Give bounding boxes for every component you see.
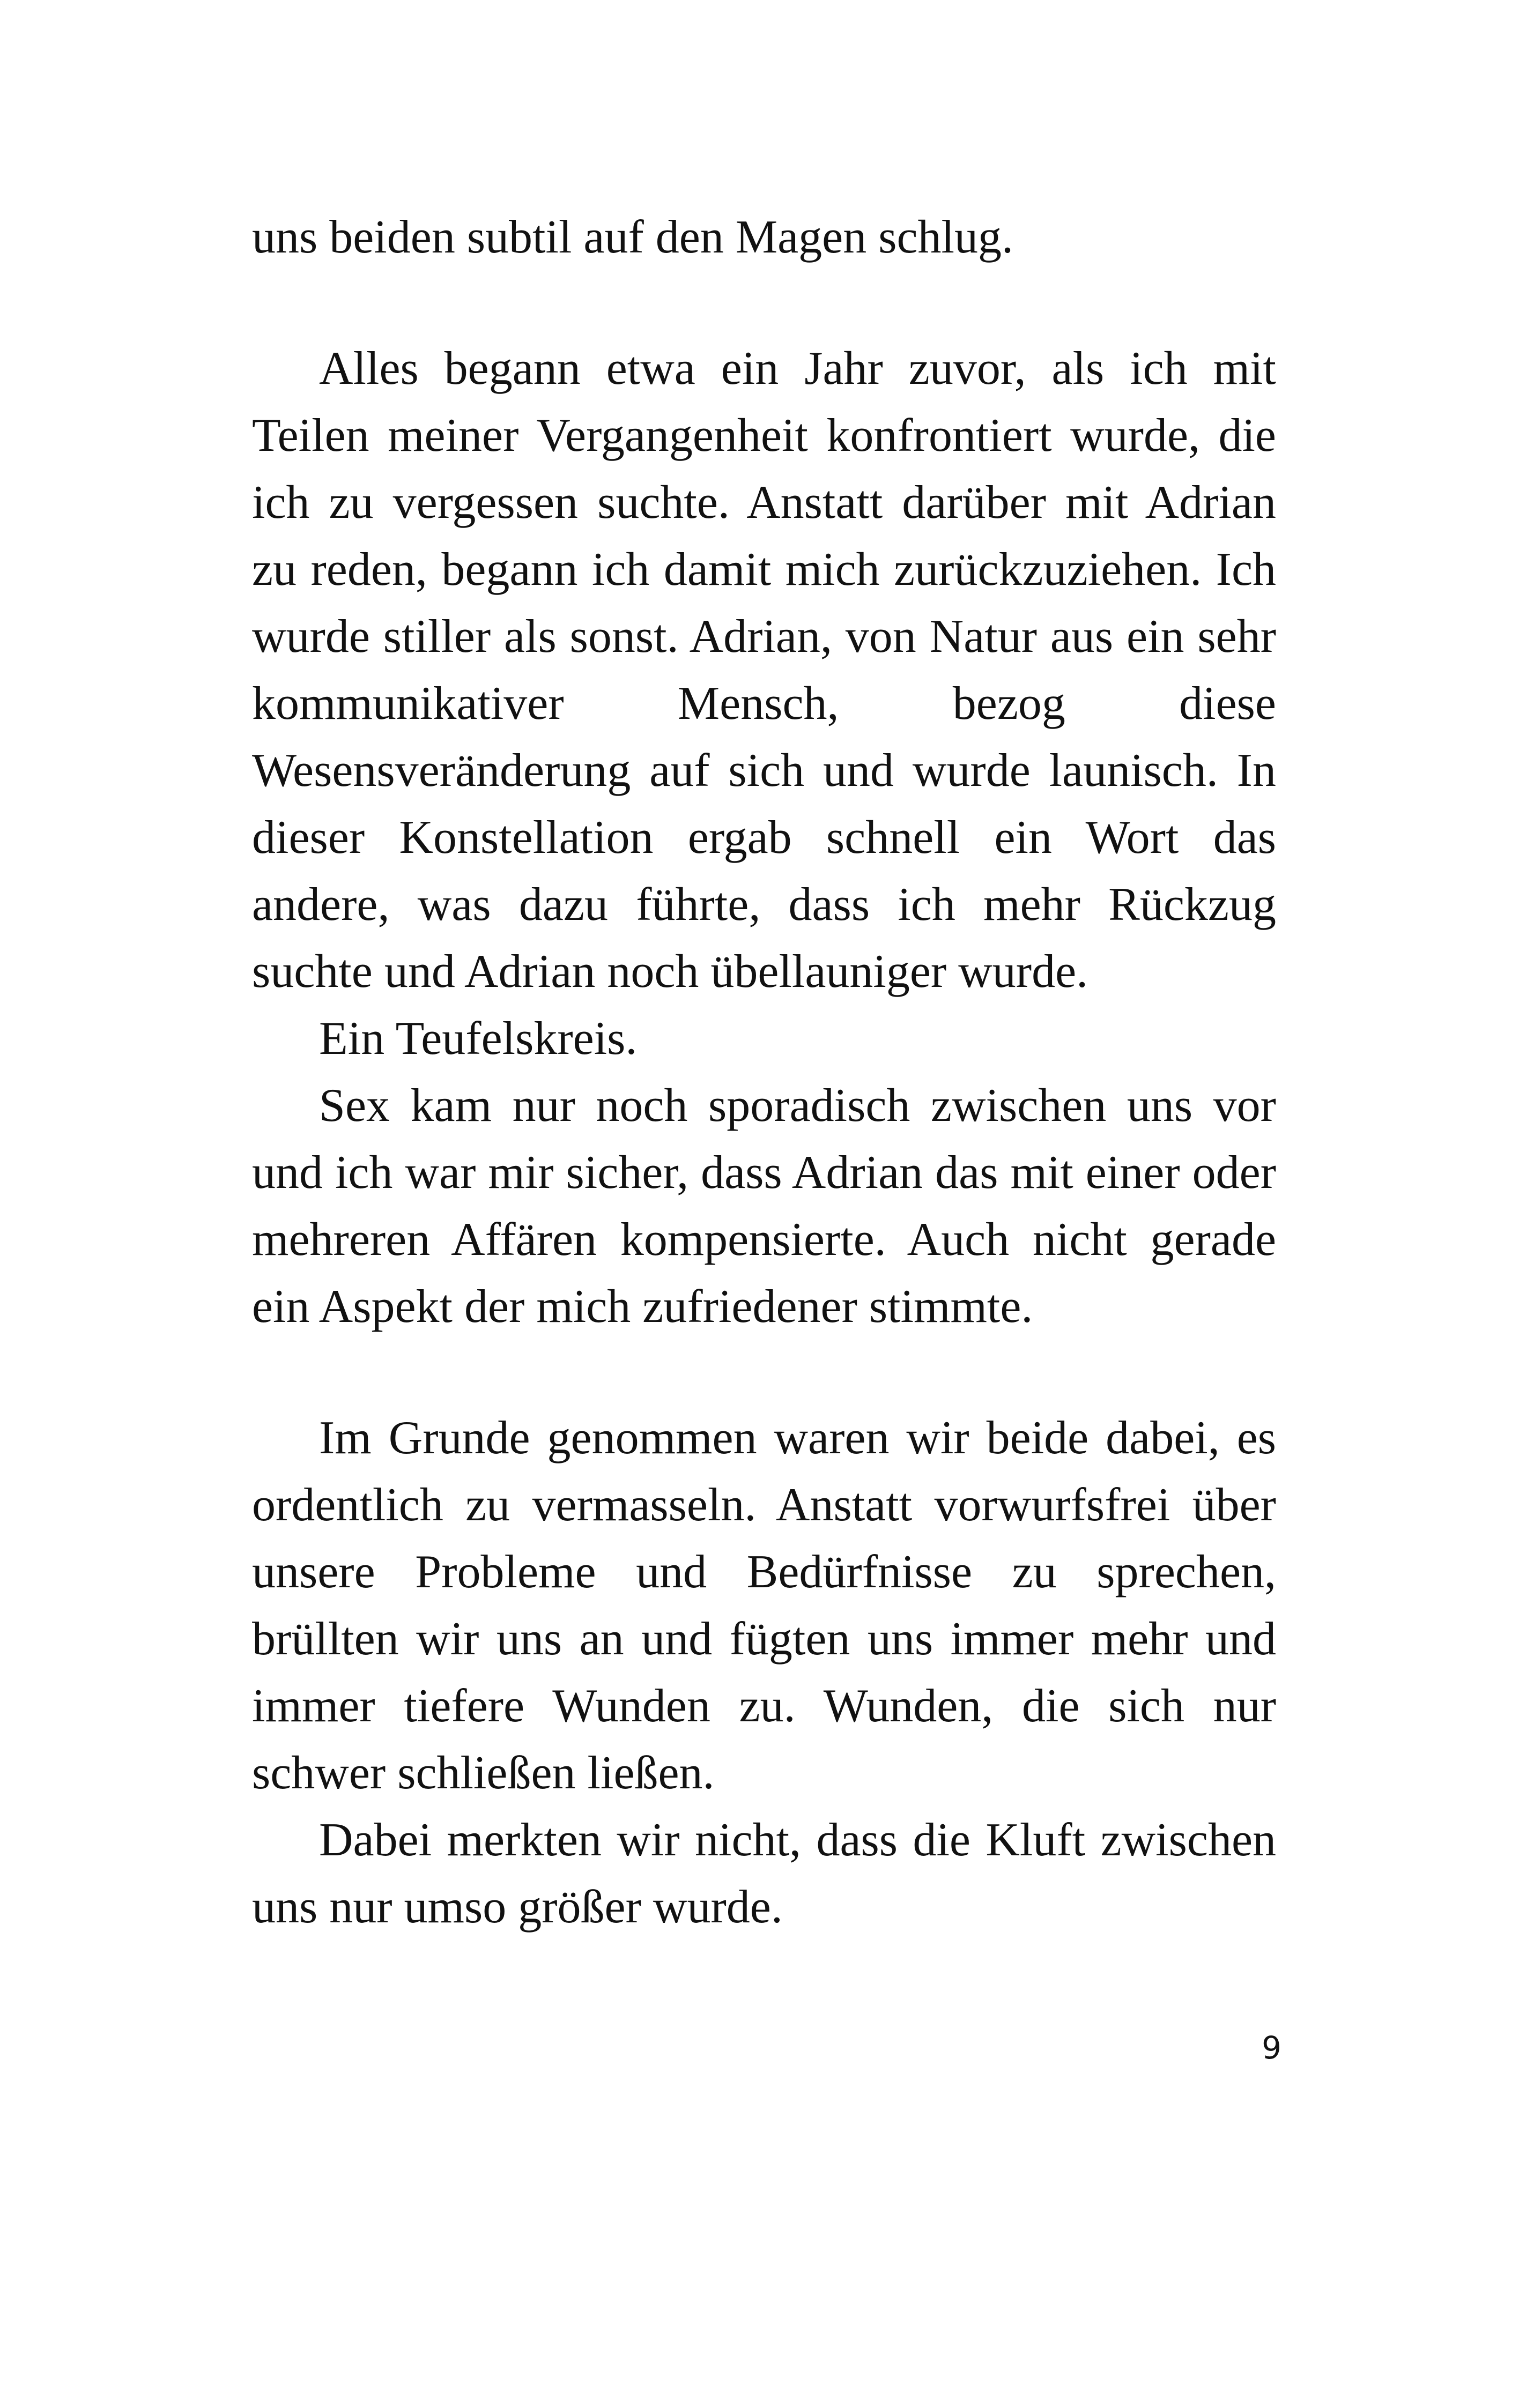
paragraph-5: Im Grunde genommen waren wir beide dabei, es ordentlich zu vermasseln. Anstatt vorwurfsfrei über unsere Probleme und Bedürfnisse zu sprechen, brüllten wir uns an und fügten uns immer mehr und immer tiefere Wunden zu. Wunden, die sich nur schwer schließen ließen. [252, 1412, 1276, 1799]
page-number: 9 [1262, 2030, 1281, 2066]
paragraph-6: Dabei merkten wir nicht, dass die Kluft zwischen uns nur umso größer wurde. [252, 1814, 1276, 1933]
body-text [252, 204, 1276, 1941]
paragraph-3: Ein Teufelskreis. [319, 1013, 638, 1065]
paragraph-4: Sex kam nur noch sporadisch zwischen uns vor und ich war mir sicher, dass Adrian das mit einer oder mehreren Affären kompensierte. Auch nicht gerade ein Aspekt der mich zufriedener stimmte. [252, 1080, 1276, 1333]
paragraph-gap [252, 271, 1276, 335]
paragraph-1: uns beiden subtil auf den Magen schlug. [252, 211, 1013, 263]
paragraph-gap [252, 1340, 1276, 1404]
paragraph-2: Alles begann etwa ein Jahr zuvor, als ich mit Teilen meiner Vergangenheit konfrontiert wurde, die ich zu vergessen suchte. Anstatt darüber mit Adrian zu reden, begann ich damit mich zurückzuziehen. Ich wurde stiller als sonst. Adrian, von Natur aus ein sehr kommunikativer Mensch, bezog diese Wesensveränderung auf sich und wurde launisch. In dieser Konstellation ergab schnell ein Wort das andere, was dazu führte, dass ich mehr Rückzug suchte und Adrian noch übellauniger wurde. [252, 343, 1276, 998]
